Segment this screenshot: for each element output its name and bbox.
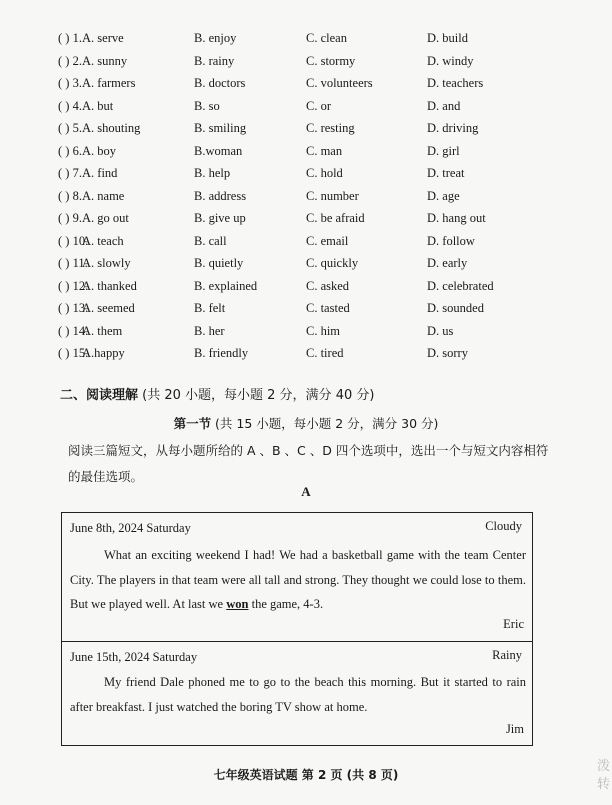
option-c: C. tired (306, 346, 344, 360)
option-b: B. so (194, 98, 220, 113)
option-d: D. build (427, 31, 468, 45)
section-title (60, 384, 374, 403)
question-number: ( ) 4. (58, 98, 82, 113)
entry-date: June 15th, 2024 Saturday (70, 650, 198, 664)
option-b: B. felt (194, 301, 226, 315)
option-b: B. explained (194, 278, 258, 293)
entry-weather: Rainy (492, 648, 522, 662)
option-a: A. shouting (82, 121, 141, 135)
instructions: 阅读三篇短文，从每小题所给的 A 、B 、C 、D 四个选项中，选出一个与短文内容相符的最佳选项。 (68, 443, 549, 484)
passage-letter: A (301, 484, 311, 499)
entry-text: My friend Dale phoned me to go to the beach this morning. But it started to rain after breakfast. I just watched the boring TV show at home. (70, 675, 526, 714)
question-row (0, 166, 612, 188)
option-b: B. rainy (194, 53, 235, 68)
question-row (0, 189, 612, 211)
option-a: A. them (82, 323, 123, 338)
option-a: A. teach (82, 233, 124, 248)
subsection-title (0, 414, 612, 432)
entry-signature: Eric (503, 617, 524, 631)
question-number: ( ) 7. (58, 166, 82, 180)
question-number: ( ) 9. (58, 211, 82, 225)
option-d: D. age (427, 188, 460, 203)
option-c: C. quickly (306, 256, 359, 270)
option-a: A. sunny (82, 53, 128, 68)
entry-text (70, 543, 526, 617)
option-d: D. treat (427, 166, 465, 180)
question-number: ( ) 13. (58, 301, 89, 315)
option-c: C. email (306, 233, 349, 248)
option-d: D. driving (427, 121, 479, 135)
question-number: ( ) 6. (58, 143, 82, 158)
option-c: C. tasted (306, 301, 350, 315)
question-number: ( ) 5. (58, 121, 82, 135)
option-a: A. thanked (82, 278, 137, 293)
question-number: ( ) 3. (58, 76, 82, 90)
option-c: C. be afraid (306, 211, 365, 225)
page-footer: 七年级英语试题 第 2 页 (共 8 页) (213, 768, 399, 782)
option-c: C. or (306, 98, 331, 113)
option-a: A. boy (82, 143, 117, 158)
option-c: C. asked (306, 278, 350, 293)
option-c: C. number (306, 188, 359, 203)
question-row (0, 99, 612, 121)
option-a: A. farmers (82, 76, 136, 90)
option-c: C. him (306, 323, 341, 338)
option-c: C. stormy (306, 53, 356, 68)
question-row (0, 211, 612, 233)
option-a: A. find (82, 166, 118, 180)
option-d: D. teachers (427, 76, 484, 90)
question-row (0, 31, 612, 53)
question-number: ( ) 14. (58, 323, 89, 338)
option-b: B. smiling (194, 121, 247, 135)
entry-text-part: What an exciting weekend I had! We had a basketball game with the team Center City. The players in that team were all tall and strong. They thought we could lose to them. But we played well. At last we (70, 548, 526, 611)
question-row (0, 144, 612, 166)
question-row (0, 54, 612, 76)
question-row (0, 346, 612, 368)
option-b: B. friendly (194, 346, 249, 360)
option-a: A. go out (82, 211, 129, 225)
question-row (0, 324, 612, 346)
option-b: B. her (194, 323, 225, 338)
entry-date: June 8th, 2024 Saturday (70, 521, 191, 535)
question-row (0, 301, 612, 323)
subsection-title-bold: 第一节 (173, 416, 212, 431)
question-row (0, 234, 612, 256)
option-c: C. volunteers (306, 76, 373, 90)
question-number: ( ) 8. (58, 188, 82, 203)
option-d: D. windy (427, 53, 474, 68)
option-d: D. and (427, 98, 461, 113)
option-c: C. clean (306, 31, 347, 45)
subsection-title-rest: (共 15 小题，每小题 2 分，满分 30 分) (211, 416, 439, 431)
option-a: A. name (82, 188, 125, 203)
option-b: B. enjoy (194, 31, 237, 45)
option-b: B. help (194, 166, 231, 180)
option-b: B.woman (194, 143, 243, 158)
option-d: D. sorry (427, 346, 468, 360)
question-number: ( ) 1. (58, 31, 82, 45)
option-a: A. serve (82, 31, 124, 45)
option-a: A. seemed (82, 301, 135, 315)
section-title-rest: (共 20 小题，每小题 2 分，满分 40 分) (138, 388, 375, 403)
question-number: ( ) 15. (58, 346, 89, 360)
question-row (0, 76, 612, 98)
entry-signature: Jim (505, 722, 524, 736)
entry-weather: Cloudy (485, 519, 522, 533)
section-title-bold: 二、阅读理解 (60, 388, 139, 403)
option-a: A. slowly (82, 256, 131, 270)
option-a: A. but (82, 98, 114, 113)
option-c: C. resting (306, 121, 355, 135)
question-number: ( ) 11. (58, 256, 88, 270)
question-number: ( ) 12. (58, 278, 89, 293)
question-row (0, 279, 612, 301)
diary-entry-2 (61, 642, 533, 746)
option-b: B. doctors (194, 76, 246, 90)
question-number: ( ) 10. (58, 233, 89, 248)
emphasized-word: won (226, 597, 249, 611)
option-d: D. early (427, 256, 468, 270)
edge-bleed-text: 泼转 (597, 759, 611, 792)
question-row (0, 256, 612, 278)
option-c: C. man (306, 143, 343, 158)
option-d: D. us (427, 323, 454, 338)
option-d: D. follow (427, 233, 475, 248)
option-d: D. hang out (427, 211, 486, 225)
option-b: B. give up (194, 211, 246, 225)
entry-text-part: the game, 4-3. (248, 597, 324, 611)
option-c: C. hold (306, 166, 343, 180)
question-number: ( ) 2. (58, 53, 82, 68)
option-b: B. address (194, 188, 247, 203)
option-b: B. quietly (194, 256, 244, 270)
option-d: D. girl (427, 143, 460, 158)
option-a: A.happy (82, 346, 125, 360)
option-d: D. sounded (427, 301, 484, 315)
option-d: D. celebrated (427, 278, 494, 293)
diary-entry-1 (61, 512, 533, 642)
question-row (0, 121, 612, 143)
option-b: B. call (194, 233, 227, 248)
